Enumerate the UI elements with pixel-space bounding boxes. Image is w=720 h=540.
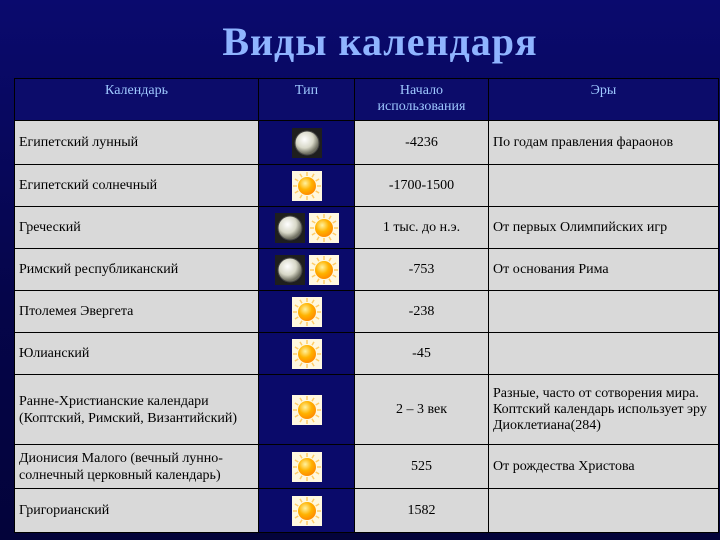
sun-icon xyxy=(292,452,322,482)
calendar-type xyxy=(259,291,355,333)
calendar-name: Григорианский xyxy=(15,489,259,533)
table-row xyxy=(15,375,719,445)
sun-icon xyxy=(309,255,339,285)
calendar-type xyxy=(259,375,355,445)
start-of-use: 525 xyxy=(355,445,489,489)
sun-icon xyxy=(292,496,322,526)
calendar-type xyxy=(259,207,355,249)
calendar-name: Юлианский xyxy=(15,333,259,375)
era xyxy=(489,489,719,533)
calendar-type xyxy=(259,333,355,375)
table-row xyxy=(15,249,719,291)
start-of-use: 1582 xyxy=(355,489,489,533)
era xyxy=(489,165,719,207)
start-of-use: -1700-1500 xyxy=(355,165,489,207)
start-of-use: -238 xyxy=(355,291,489,333)
table-row xyxy=(15,489,719,533)
start-of-use: -753 xyxy=(355,249,489,291)
calendar-name: Египетский солнечный xyxy=(15,165,259,207)
table-row xyxy=(15,445,719,489)
sun-icon xyxy=(309,213,339,243)
page-title: Виды календаря xyxy=(222,19,538,64)
era xyxy=(489,333,719,375)
era xyxy=(489,291,719,333)
calendar-type xyxy=(259,445,355,489)
era: От основания Рима xyxy=(489,249,719,291)
calendar-name: Птолемея Эвергета xyxy=(15,291,259,333)
table-header-row xyxy=(15,79,719,121)
column-header-eras: Эры xyxy=(489,79,719,121)
calendar-type xyxy=(259,489,355,533)
moon-icon xyxy=(275,255,305,285)
table-row xyxy=(15,165,719,207)
calendar-name: Дионисия Малого (вечный лунно-солнечный церковный календарь) xyxy=(15,445,259,489)
sun-icon xyxy=(292,297,322,327)
calendar-type xyxy=(259,165,355,207)
calendar-name: Ранне-Христианские календари (Коптский, Римский, Византийский) xyxy=(15,375,259,445)
calendar-name: Римский республиканский xyxy=(15,249,259,291)
moon-icon xyxy=(275,213,305,243)
calendar-type xyxy=(259,121,355,165)
era: По годам правления фараонов xyxy=(489,121,719,165)
moon-icon xyxy=(292,128,322,158)
column-header-calendar: Календарь xyxy=(15,79,259,121)
column-header-type: Тип xyxy=(259,79,355,121)
table-row xyxy=(15,207,719,249)
sun-icon xyxy=(292,339,322,369)
table-row xyxy=(15,333,719,375)
calendar-name: Египетский лунный xyxy=(15,121,259,165)
calendar-table xyxy=(14,78,719,533)
column-header-start: Начало использования xyxy=(355,79,489,121)
start-of-use: -45 xyxy=(355,333,489,375)
start-of-use: -4236 xyxy=(355,121,489,165)
sun-icon xyxy=(292,171,322,201)
table-row xyxy=(15,121,719,165)
table-row xyxy=(15,291,719,333)
era: Разные, часто от сотворения мира. Коптский календарь использует эру Диоклетиана(284) xyxy=(489,375,719,445)
calendar-type xyxy=(259,249,355,291)
calendar-name: Греческий xyxy=(15,207,259,249)
era: От первых Олимпийских игр xyxy=(489,207,719,249)
start-of-use: 2 – 3 век xyxy=(355,375,489,445)
start-of-use: 1 тыс. до н.э. xyxy=(355,207,489,249)
sun-icon xyxy=(292,395,322,425)
era: От рождества Христова xyxy=(489,445,719,489)
